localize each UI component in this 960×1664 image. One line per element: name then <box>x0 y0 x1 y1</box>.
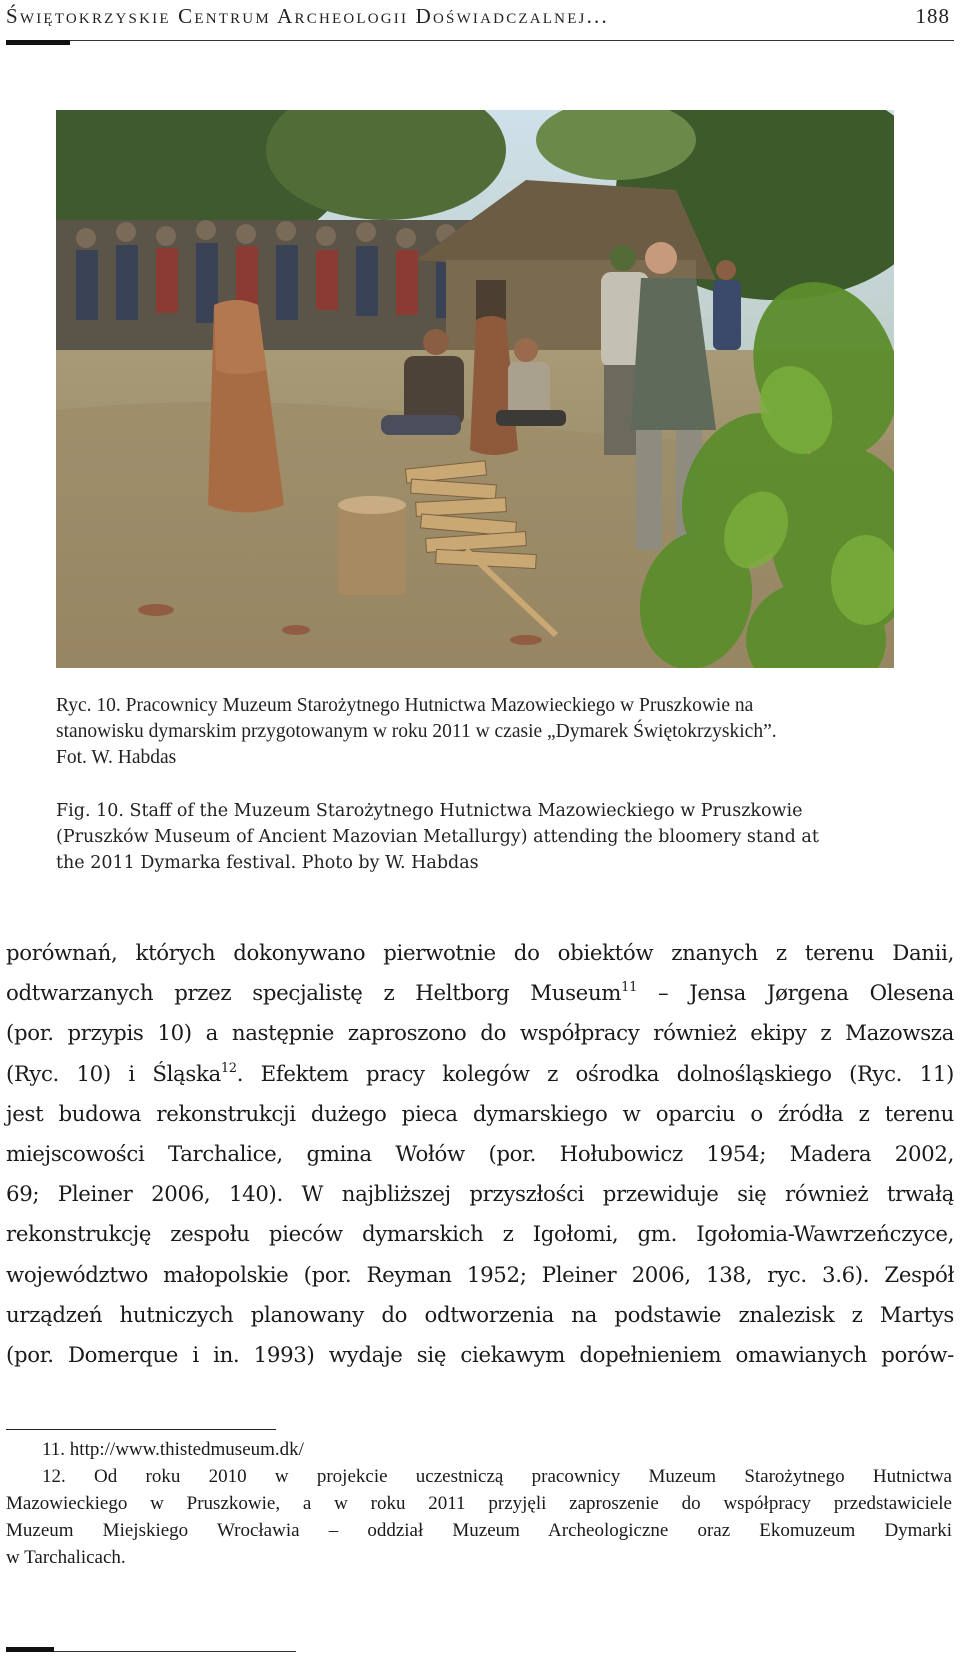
body-text-fragment: odtwarzanych przez specjalistę z Heltborg Museum <box>6 981 622 1007</box>
body-line: (por. przypis 10) a następnie zaproszono do współpracy również ekipy z Mazowsza <box>6 1021 954 1047</box>
caption-en-line: Fig. 10. Staff of the Muzeum Starożytnego Hutnictwa Mazowieckiego w Pruszkowie <box>56 801 803 821</box>
figure-caption-polish <box>56 693 906 771</box>
body-line: urządzeń hutniczych planowany do odtworzenia na podstawie znalezisk z Martys <box>6 1302 954 1328</box>
body-line <box>6 1055 954 1095</box>
caption-pl-line: Fot. W. Habdas <box>56 747 177 768</box>
footnote-ref-11[interactable]: 11 <box>621 980 637 996</box>
footnote-12-line: w Tarchalicach. <box>6 1547 126 1568</box>
footer-rule-accent <box>6 1647 54 1652</box>
footnote-ref-12[interactable]: 12 <box>220 1060 237 1076</box>
photo-iron-smelting-demonstration-icon <box>56 110 894 668</box>
footnote-12-line: 12. Od roku 2010 w projekcie uczestniczą pracownicy Muzeum Starożytnego Hutnictwa <box>42 1466 952 1487</box>
caption-en-line: the 2011 Dymarka festival. Photo by W. Habdas <box>56 853 479 873</box>
running-title: Świętokrzyskie Centrum Archeologii Doświadczalnej... <box>6 4 609 28</box>
body-paragraph <box>6 934 954 1376</box>
body-line: jest budowa rekonstrukcji dużego pieca dymarskiego w oparciu o źródła z terenu <box>6 1101 954 1127</box>
body-line <box>6 974 954 1014</box>
footnote-12-line: Muzeum Miejskiego Wrocławia – oddział Muzeum Archeologiczne oraz Ekomuzeum Dymarki <box>6 1520 952 1541</box>
caption-en-line: (Pruszków Museum of Ancient Mazovian Metallurgy) attending the bloomery stand at <box>56 827 819 847</box>
body-line: rekonstrukcję zespołu pieców dymarskich z Igołomi, gm. Igołomia-Wawrzeńczyce, <box>6 1222 954 1248</box>
caption-pl-line: Ryc. 10. Pracownicy Muzeum Starożytnego Hutnictwa Mazowieckiego w Pruszkowie na <box>56 695 754 716</box>
body-line: 69; Pleiner 2006, 140). W najbliższej przyszłości przewiduje się również trwałą <box>6 1182 954 1208</box>
body-line: miejscowości Tarchalice, gmina Wołów (por. Hołubowicz 1954; Madera 2002, <box>6 1142 954 1168</box>
body-line: województwo małopolskie (por. Reyman 1952; Pleiner 2006, 138, ryc. 3.6). Zespół <box>6 1262 954 1288</box>
footnote-11[interactable]: 11. http://www.thistedmuseum.dk/ <box>42 1439 304 1460</box>
body-text-fragment: . Efektem pracy kolegów z ośrodka dolnośląskiego (Ryc. 11) <box>236 1061 954 1087</box>
figure-caption-english <box>56 798 906 876</box>
header-rule-accent <box>6 40 70 45</box>
body-text-fragment: (Ryc. 10) i Śląska <box>6 1061 221 1087</box>
figure-photo <box>56 110 894 668</box>
body-text-fragment: – Jensa Jørgena Olesena <box>637 981 954 1007</box>
caption-pl-line: stanowisku dymarskim przygotowanym w roku 2011 w czasie „Dymarek Świętokrzyskich”. <box>56 721 777 742</box>
footnote-12-line: Mazowieckiego w Pruszkowie, a w roku 2011 przyjęli zaproszenie do współpracy przedstawiciele <box>6 1493 952 1514</box>
body-line: (por. Domerque i in. 1993) wydaje się ciekawym dopełnieniem omawianych porów- <box>6 1343 954 1369</box>
body-line: porównań, których dokonywano pierwotnie do obiektów znanych z terenu Danii, <box>6 941 954 966</box>
header-rule <box>6 40 954 41</box>
footnotes <box>6 1436 952 1571</box>
footnote-separator <box>6 1429 276 1430</box>
page-number: 188 <box>915 4 950 28</box>
